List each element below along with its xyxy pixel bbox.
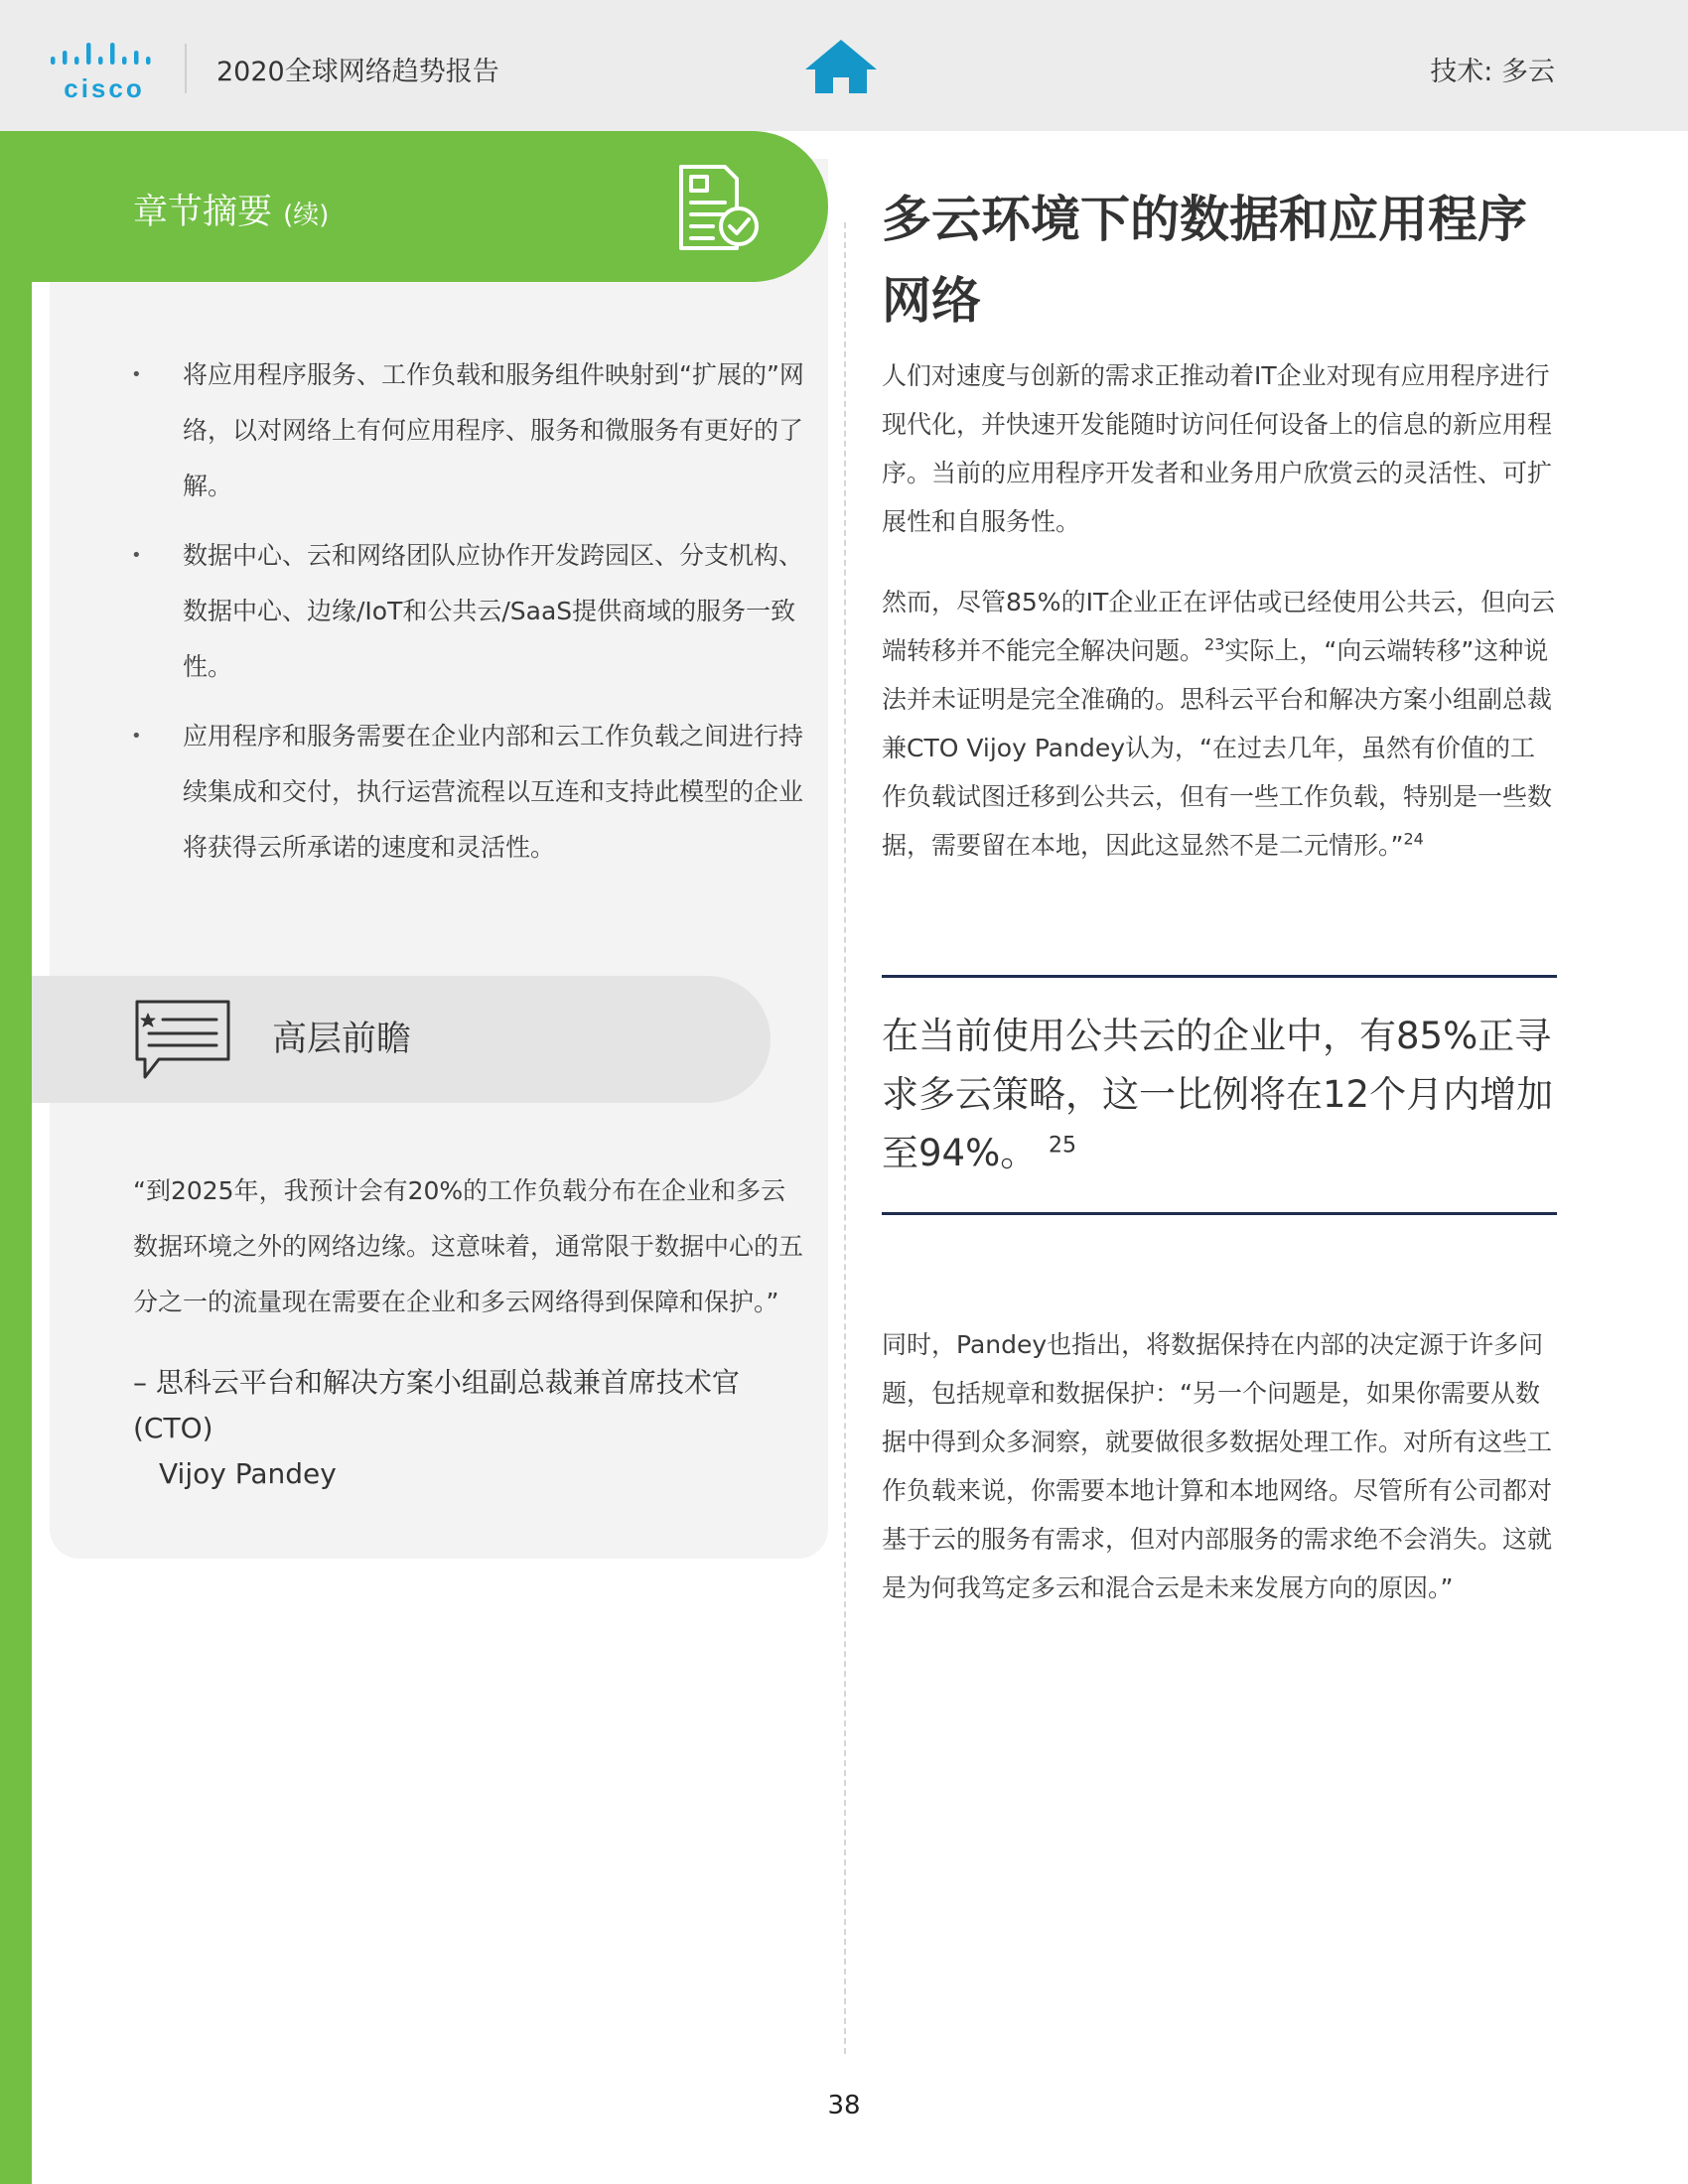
summary-subtitle: (续) [283,201,330,230]
cisco-wordmark: cisco [64,73,145,103]
document-check-icon [675,161,765,255]
green-side-bar [0,131,32,2184]
attribution-role: – 思科云平台和解决方案小组副总裁兼首席技术官 (CTO) [133,1366,740,1444]
summary-title [133,185,329,234]
home-icon[interactable] [801,36,881,97]
column-divider [844,222,846,2054]
page-header [0,0,1688,131]
callout-bottom-rule [882,1212,1557,1215]
callout-top-rule [882,975,1557,978]
body-paragraph-2-part-a: 然而，尽管85%的IT企业正在评估或已经使用公共云，但向云端转移并不能完全解决问题。 [882,588,1556,665]
attribution-name: Vijoy Pandey [159,1457,337,1490]
summary-bullet: • 数据中心、云和网络团队应协作开发跨园区、分支机构、数据中心、边缘/IoT和公共云/SaaS提供商域的服务一致性。 [129,528,810,695]
footnote-ref-23[interactable]: 23 [1204,634,1225,654]
section-tag: 技术: 多云 [1430,57,1555,87]
report-title: 2020全球网络趋势报告 [216,57,499,87]
body-paragraph-2 [882,578,1557,870]
stat-callout-text: 在当前使用公共云的企业中，有85%正寻求多云策略，这一比例将在12个月内增加至94%。 [882,1015,1554,1174]
footnote-ref-25[interactable]: 25 [1049,1133,1077,1159]
cisco-bars-icon [50,40,159,69]
summary-banner [0,131,828,282]
body-paragraph-3: 同时，Pandey也指出，将数据保持在内部的决定源于许多问题，包括规章和数据保护：“另一个问题是，如果你需要从数据中得到众多洞察，就要做很多数据处理工作。对所有这些工作负载来说，你需要本地计算和本地网络。尽管所有公司都对基于云的服务有需求，但对内部服务的需求绝不会消失。这就是为何我笃定多云和混合云是未来发展方向的原因。” [882,1330,1553,1602]
page-number: 38 [827,2091,861,2120]
executive-quote: “到2025年，我预计会有20%的工作负载分布在企业和多云数据环境之外的网络边缘。这意味着，通常限于数据中心的五分之一的流量现在需要在企业和多云网络得到保障和保护。” [133,1176,804,1316]
quote-attribution [133,1360,810,1497]
stat-callout [882,1007,1557,1182]
exec-foresight-title: 高层前瞻 [272,1020,412,1059]
main-heading: 多云环境下的数据和应用程序网络 [882,191,1527,330]
summary-bullet: • 将应用程序服务、工作负载和服务组件映射到“扩展的”网络，以对网络上有何应用程序、服务和微服务有更好的了解。 [129,347,810,514]
summary-bullet-list [129,347,810,889]
summary-bullet: • 应用程序和服务需要在企业内部和云工作负载之间进行持续集成和交付，执行运营流程以互连和支持此模型的企业将获得云所承诺的速度和灵活性。 [129,709,810,876]
exec-foresight-banner [32,976,771,1103]
chat-bubble-icon [131,998,234,1083]
summary-title-text: 章节摘要 [133,193,273,232]
cisco-logo[interactable] [50,40,159,103]
body-paragraph-2-part-b: 实际上，“向云端转移”这种说法并未证明是完全准确的。思科云平台和解决方案小组副总裁兼CTO Vijoy Pandey认为，“在过去几年，虽然有价值的工作负载试图迁移到公共云，但有一些工作负载，特别是一些数据，需要留在本地，因此这显然不是二元情形。” [882,636,1553,860]
footnote-ref-24[interactable]: 24 [1403,829,1424,849]
body-paragraph-1: 人们对速度与创新的需求正推动着IT企业对现有应用程序进行现代化，并快速开发能随时访问任何设备上的信息的新应用程序。当前的应用程序开发者和业务用户欣赏云的灵活性、可扩展性和自服务性。 [882,361,1553,536]
header-divider [185,44,187,93]
